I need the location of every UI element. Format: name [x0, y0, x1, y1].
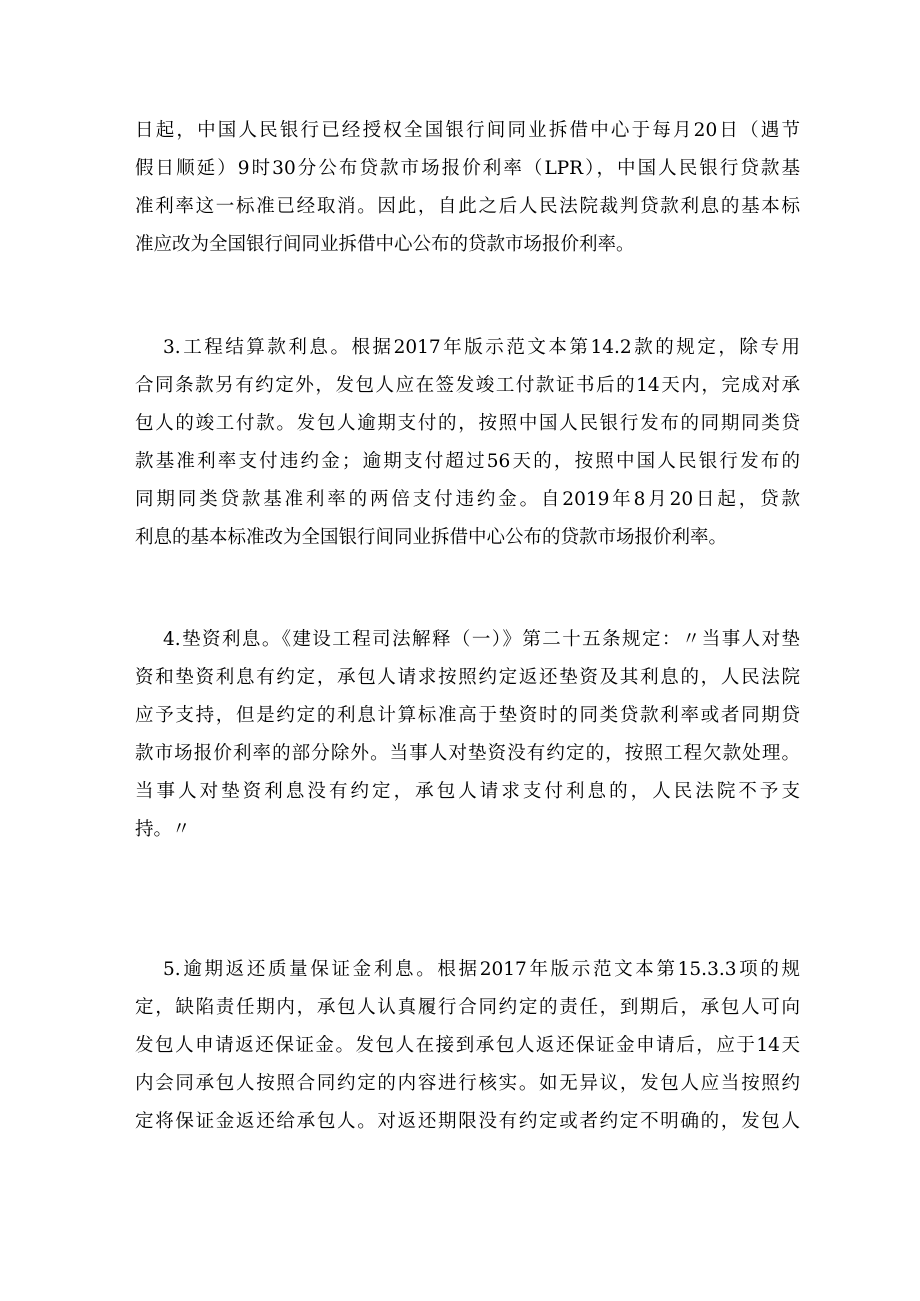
text-line: 准应改为全国银行间同业拆借中心公布的贷款市场报价利率。: [135, 234, 635, 255]
text-line: 准利率这一标准已经取消。因此，自此之后人民法院裁判贷款利息的基本标: [135, 196, 800, 217]
text-line: 持。〃: [135, 819, 191, 840]
text-line: 假日顺延）9时30分公布贷款市场报价利率（LPR），中国人民银行贷款基: [135, 158, 800, 179]
text-line: 发包人申请返还保证金。发包人在接到承包人返还保证金申请后，应于14天: [135, 1035, 800, 1056]
text-line: 5.逾期返还质量保证金利息。根据2017年版示范文本第15.3.3项的规: [163, 959, 800, 980]
text-line: 包人的竣工付款。发包人逾期支付的，按照中国人民银行发布的同期同类贷: [135, 413, 800, 434]
text-line: 资和垫资利息有约定，承包人请求按照约定返还垫资及其利息的，人民法院: [135, 667, 800, 688]
text-line: 日起，中国人民银行已经授权全国银行间同业拆借中心于每月20日（遇节: [135, 120, 800, 141]
text-line: 应予支持，但是约定的利息计算标准高于垫资时的同类贷款利率或者同期贷: [135, 705, 800, 726]
text-line: 内会同承包人按照合同约定的内容进行核实。如无异议，发包人应当按照约: [135, 1073, 800, 1094]
text-line: 当事人对垫资利息没有约定，承包人请求支付利息的，人民法院不予支: [135, 781, 800, 802]
text-line: 定，缺陷责任期内，承包人认真履行合同约定的责任，到期后，承包人可向: [135, 997, 800, 1018]
text-line: 同期同类贷款基准利率的两倍支付违约金。自2019年8月20日起，贷款: [135, 489, 800, 510]
paragraph-warranty-deposit-interest: [135, 951, 800, 1141]
text-line: 款基准利率支付违约金；逾期支付超过56天的，按照中国人民银行发布的: [135, 451, 800, 472]
text-line: 利息的基本标准改为全国银行间同业拆借中心公布的贷款市场报价利率。: [135, 527, 728, 548]
text-line: 款市场报价利率的部分除外。当事人对垫资没有约定的，按照工程欠款处理。: [135, 743, 800, 764]
text-line: 合同条款另有约定外，发包人应在签发竣工付款证书后的14天内，完成对承: [135, 375, 800, 396]
paragraph-lpr-intro: [135, 112, 800, 264]
paragraph-advance-funding-interest: [135, 621, 800, 849]
paragraph-settlement-interest: [135, 329, 800, 557]
text-line: 定将保证金返还给承包人。对返还期限没有约定或者约定不明确的，发包人: [135, 1111, 800, 1132]
text-line: 4.垫资利息。《建设工程司法解释（一）》第二十五条规定：〃当事人对垫: [163, 629, 800, 650]
text-line: 3.工程结算款利息。根据2017年版示范文本第14.2款的规定，除专用: [163, 337, 800, 358]
